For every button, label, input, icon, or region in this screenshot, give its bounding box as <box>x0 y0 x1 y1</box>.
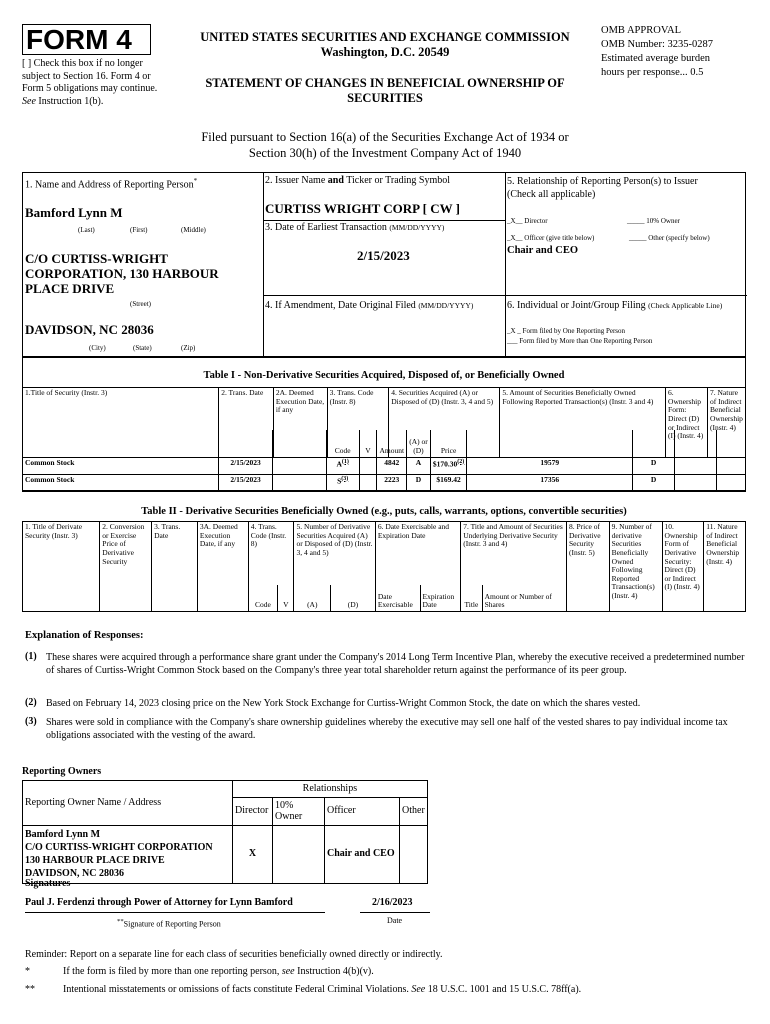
table-row <box>23 474 746 491</box>
t2-h3: 3. Trans. Date <box>152 522 198 612</box>
date-line <box>360 912 430 913</box>
table2-title: Table II - Derivative Securities Beneficially Owned (e.g., puts, calls, warrants, options, convertible securities) <box>141 506 627 517</box>
owners-col-ten-pct: 10% Owner <box>273 797 325 825</box>
t2-h2: 2. Conversion or Exercise Price of Derivative Security <box>100 522 152 612</box>
table1-body <box>22 430 746 492</box>
footnote-2-number: (2) <box>25 697 37 708</box>
form-one-person-check[interactable]: _X _ Form filed by One Reporting Person <box>507 327 626 335</box>
omb-approval <box>601 24 766 80</box>
street-line3: PLACE DRIVE <box>25 281 115 296</box>
signature-name: Paul J. Ferdenzi through Power of Attorney for Lynn Bamford <box>25 897 293 908</box>
t1-row1-price: $170.30$^{(2)}$ <box>430 457 466 474</box>
footnote-star-2: ** <box>25 984 35 995</box>
t2-h10: 10. Ownership Form of Derivative Security: Direct (D) or Indirect (I) (Instr. 4) <box>662 522 704 612</box>
signature-date: 2/16/2023 <box>372 897 413 908</box>
first-label: (First) <box>130 226 148 234</box>
t1-row2-price: $169.42 <box>430 474 466 491</box>
t1-row2-following: 17356 <box>467 474 633 491</box>
owner-director-mark: X <box>233 825 273 883</box>
t1-row1-amount: 4842 <box>377 457 407 474</box>
filed-line1: Filed pursuant to Section 16(a) of the Securities Exchange Act of 1934 or <box>201 130 569 144</box>
t1-row2-title: Common Stock <box>23 474 219 491</box>
check-box-note[interactable] <box>22 58 172 108</box>
t2-sub-exercisable: Date Exercisable <box>375 585 420 612</box>
t2-h6: 6. Date Exercisable and Expiration Date <box>375 522 460 585</box>
t2-h9: 9. Number of derivative Securities Beneficially Owned Following Reported Transaction(s) (Instr. 4) <box>609 522 662 612</box>
t1-row1-following: 19579 <box>467 457 633 474</box>
reporting-person-name: Bamford Lynn M <box>25 205 123 220</box>
omb-line3: Estimated average burden <box>601 53 711 64</box>
footnote-star-2-text: Intentional misstatements or omissions of facts constitute Federal Criminal Violations. See 18 U.S.C. 1001 and 15 U.S.C. 78ff(a). <box>63 984 582 995</box>
sec-line1: UNITED STATES SECURITIES AND EXCHANGE COMMISSION <box>200 30 570 44</box>
box5-label: 5. Relationship of Reporting Person(s) to Issuer (Check all applicable) <box>507 176 698 200</box>
sec-line2: Washington, D.C. 20549 <box>320 45 450 59</box>
table1-title: Table I - Non-Derivative Securities Acquired, Disposed of, or Beneficially Owned <box>203 370 565 381</box>
reporting-owners-table <box>22 780 428 884</box>
city-state-zip: DAVIDSON, NC 28036 <box>25 322 154 337</box>
footnote-1-number: (1) <box>25 651 37 662</box>
omb-line4: hours per response... 0.5 <box>601 67 704 78</box>
owners-relationships: Relationships <box>233 781 428 798</box>
middle-label: (Middle) <box>181 226 206 234</box>
t1-header-acquired: 4. Securities Acquired (A) or Disposed of (D) (Instr. 3, 4 and 5) <box>389 388 500 458</box>
t1-sub-aord: (A) or (D) <box>407 430 431 457</box>
footnote-3-number: (3) <box>25 716 37 727</box>
t1-sub-price: Price <box>430 430 466 457</box>
box3-label: 3. Date of Earliest Transaction (MM/DD/YYYY) <box>265 222 445 233</box>
t2-sub-amount: Amount or Number of Shares <box>482 585 566 612</box>
t1-header-code: 3. Trans. Code (Instr. 8) <box>327 388 389 458</box>
signature-label: **Signature of Reporting Person <box>117 918 221 929</box>
table2 <box>22 521 746 612</box>
footnote-star-1-text: If the form is filed by more than one reporting person, see Instruction 4(b)(v). <box>63 966 374 977</box>
t1-row2-amount: 2223 <box>377 474 407 491</box>
reminder-text: Reminder: Report on a separate line for each class of securities beneficially owned directly or indirectly. <box>25 949 443 960</box>
t1-sub-amount: Amount <box>377 430 407 457</box>
box2-label: 2. Issuer Name and Ticker or Trading Symbol <box>265 175 451 186</box>
t1-row1-own: D <box>633 457 675 474</box>
table-row <box>23 825 428 883</box>
signatures-heading: Signatures <box>25 878 71 889</box>
t1-row1-aord: A <box>407 457 431 474</box>
t2-h3a: 3A. Deemed Execution Date, if any <box>197 522 248 612</box>
street-line2: CORPORATION, 130 HARBOUR <box>25 266 219 281</box>
signature-line <box>25 912 325 913</box>
footnote-1-text: These shares were acquired through a performance share grant under the Company's 2014 Long Term Incentive Plan, whereby the executive received a predetermined number of shares of Curtiss-Wright Common Stock based on the Company's three year total shareholder return against the performance of its peer group. <box>46 652 745 676</box>
t1-header-title: 1.Title of Security (Instr. 3) <box>23 388 219 458</box>
explanation-heading: Explanation of Responses: <box>25 630 144 641</box>
other-check[interactable]: _____ Other (specify below) <box>629 234 710 242</box>
statement-heading <box>180 76 590 106</box>
t2-sub-a: (A) <box>294 585 331 612</box>
owners-col-officer: Officer <box>325 797 400 825</box>
statement-line1: STATEMENT OF CHANGES IN BENEFICIAL OWNERSHIP OF <box>205 76 565 90</box>
t1-row1-date: 2/15/2023 <box>218 457 273 474</box>
t2-h8: 8. Price of Derivative Security (Instr. 5) <box>566 522 609 612</box>
footnote-3-text: Shares were sold in compliance with the Company's share ownership guidelines whereby the executive may sell one half of the vested shares to pay individual income tax obligations associated with the vesting of the award. <box>46 717 728 741</box>
t2-sub-d: (D) <box>331 585 376 612</box>
footnote-star-1: * <box>25 966 30 977</box>
t1-row2-own: D <box>633 474 675 491</box>
t1-header-date: 2. Trans. Date <box>219 388 274 458</box>
statement-line2: SECURITIES <box>347 91 423 105</box>
date-label: Date <box>387 916 403 925</box>
t1-row1-title: Common Stock <box>23 457 219 474</box>
t1-header-following: 5. Amount of Securities Beneficially Owned Following Reported Transaction(s) (Instr. 3 and 4) <box>500 388 666 458</box>
owner-address: Bamford Lynn M C/O CURTISS-WRIGHT CORPORATION 130 HARBOUR PLACE DRIVE DAVIDSON, NC 28036 <box>23 825 233 883</box>
zip-label: (Zip) <box>181 344 196 352</box>
officer-title: Chair and CEO <box>507 245 578 256</box>
box4-label: 4. If Amendment, Date Original Filed (MM/DD/YYYY) <box>265 300 474 311</box>
t1-sub-code: Code <box>326 430 359 457</box>
check-note-text: [ ] Check this box if no longer subject to Section 16. Form 4 or Form 5 obligations may continue. <box>22 58 158 94</box>
t1-row2-aord: D <box>407 474 431 491</box>
owners-col-other: Other <box>400 797 428 825</box>
t2-h1: 1. Title of Derivate Security (Instr. 3) <box>23 522 100 612</box>
t2-sub-expiration: Expiration Date <box>420 585 461 612</box>
box1-label: 1. Name and Address of Reporting Person* <box>25 177 198 191</box>
omb-number: OMB Number: 3235-0287 <box>601 39 713 50</box>
t2-h4: 4. Trans. Code (Instr. 8) <box>248 522 294 585</box>
check-note-instruction: Instruction 1(b). <box>38 95 104 107</box>
t1-header-deemed: 2A. Deemed Execution Date, if any <box>273 388 327 458</box>
issuer-name: CURTISS WRIGHT CORP [ CW ] <box>265 201 460 216</box>
owners-col-name: Reporting Owner Name / Address <box>23 781 233 826</box>
last-label: (Last) <box>78 226 95 234</box>
t1-row2-date: 2/15/2023 <box>218 474 273 491</box>
form-multi-person-check[interactable]: ___ Form filed by More than One Reporting Person <box>507 337 653 345</box>
t1-row2-code: $S^{(3)}$ <box>326 474 359 491</box>
reporting-owners-heading: Reporting Owners <box>22 766 102 777</box>
t1-sub-v: V <box>359 430 377 457</box>
earliest-transaction-date: 2/15/2023 <box>357 248 410 263</box>
t1-header-nature: 7. Nature of Indirect Beneficial Ownership (Instr. 4) <box>708 388 746 458</box>
director-check[interactable]: _X__ Director <box>507 217 548 225</box>
t2-sub-v: V <box>278 585 294 612</box>
t2-sub-title: Title <box>461 585 482 612</box>
filed-line2: Section 30(h) of the Investment Company Act of 1940 <box>248 146 522 160</box>
table-row <box>23 457 746 474</box>
state-label: (State) <box>133 344 152 352</box>
footnote-2-text: Based on February 14, 2023 closing price on the New York Stock Exchange for Curtiss-Wright Common Stock, the date on which the shares vested. <box>46 698 641 709</box>
street-address <box>25 251 219 296</box>
owners-col-director: Director <box>233 797 273 825</box>
check-note-see: See <box>22 95 36 107</box>
t1-row1-code: $A^{(1)}$ <box>326 457 359 474</box>
owner-officer-title: Chair and CEO <box>325 825 400 883</box>
t1-header-ownership: 6. Ownership Form: Direct (D) or Indirect (I) (Instr. 4) <box>666 388 708 458</box>
filed-pursuant <box>100 129 670 161</box>
officer-check[interactable]: _X__ Officer (give title below) <box>507 234 595 242</box>
t2-h5: 5. Number of Derivative Securities Acquired (A) or Disposed of (D) (Instr. 3, 4 and 5) <box>294 522 375 585</box>
sec-heading <box>180 30 590 60</box>
box6-label: 6. Individual or Joint/Group Filing (Check Applicable Line) <box>507 300 723 311</box>
omb-line1: OMB APPROVAL <box>601 25 682 36</box>
form-title: FORM 4 <box>26 24 132 55</box>
ten-pct-owner-check[interactable]: _____ 10% Owner <box>627 217 680 225</box>
t2-h7: 7. Title and Amount of Securities Underlying Derivative Security (Instr. 3 and 4) <box>461 522 567 585</box>
t2-sub-code: Code <box>248 585 277 612</box>
street-label: (Street) <box>130 300 151 308</box>
t2-h11: 11. Nature of Indirect Beneficial Ownership (Instr. 4) <box>704 522 746 612</box>
city-label: (City) <box>89 344 106 352</box>
street-line1: C/O CURTISS-WRIGHT <box>25 251 168 266</box>
